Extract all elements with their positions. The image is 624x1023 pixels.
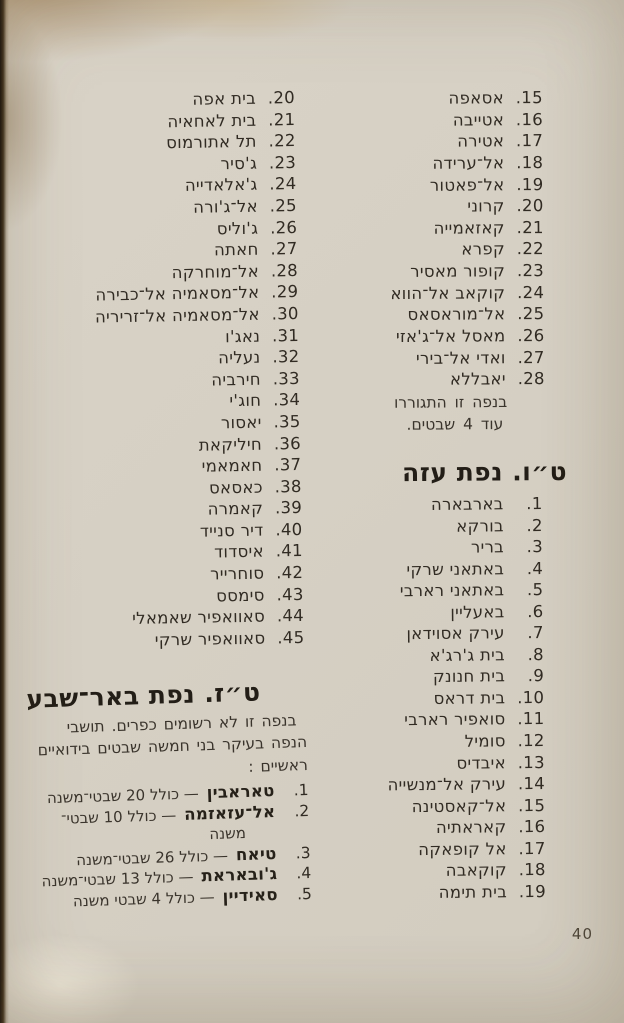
village-name: נאג'ו [225, 326, 261, 346]
item-number: 13. [518, 752, 546, 772]
village-name: קופור מאסיר [410, 261, 506, 282]
list-item [390, 152, 544, 175]
item-number: 5. [296, 884, 313, 904]
village-name: יאבללא [450, 369, 507, 389]
village-name: חאתה [214, 239, 259, 260]
intro-line: בנפה זו לא רשומים כפרים. תושבי [66, 711, 297, 737]
village-name: באתאני רארבי [400, 580, 505, 601]
village-name: בית דראס [433, 688, 506, 708]
list-item [390, 174, 544, 197]
village-name: אל־ערידה [432, 153, 505, 173]
item-number: 2. [526, 515, 544, 535]
item-number: 45. [277, 627, 305, 648]
item-number: 25. [517, 304, 545, 324]
village-name: בית חנונק [433, 666, 506, 687]
tribe-detail: — כולל 20 שבטי־משנה [46, 784, 200, 808]
list-item [390, 217, 544, 240]
item-number: 42. [276, 562, 304, 583]
item-number: 17. [518, 838, 547, 858]
beersheba-section [13, 676, 312, 913]
village-name: בית תימה [439, 882, 508, 902]
village-name: אל־מוחרקה [171, 261, 260, 282]
village-name: קרוני [467, 196, 505, 216]
item-number: 20. [267, 87, 296, 108]
item-number: 3. [527, 537, 544, 557]
item-number: 24. [269, 174, 297, 194]
village-name: ג'אלאדייה [184, 175, 258, 196]
village-name: חאמאמי [201, 455, 263, 476]
item-number: 20. [516, 196, 544, 216]
item-number: 18. [516, 152, 544, 173]
village-name: מאסל אל־ג'אזי [396, 326, 506, 347]
item-number: 32. [272, 347, 300, 367]
item-number: 6. [527, 601, 545, 621]
item-number: 24. [517, 282, 545, 302]
tribe-name: טאראבין [206, 781, 275, 803]
village-name: באתאני שרקי [406, 558, 505, 579]
item-number: 29. [271, 282, 299, 302]
page-number: 40 [571, 925, 593, 943]
tribe-name: אל־עזאזמה [183, 801, 276, 824]
list-item [390, 130, 544, 153]
village-name: קאמרה [207, 498, 264, 519]
item-number: 39. [275, 498, 303, 518]
item-number: 9. [528, 666, 545, 686]
village-name: אל קופאקה [418, 839, 508, 859]
tribe-detail-wrap: משנה [209, 824, 247, 844]
village-name: עירק אל־מנשייה [387, 774, 507, 795]
item-number: 1. [526, 493, 544, 514]
item-number: 5. [527, 580, 544, 600]
list-item [387, 665, 545, 688]
village-name: איבדיס [456, 752, 507, 773]
tribe-list-beersheba [16, 780, 312, 913]
item-number: 34. [273, 390, 301, 410]
item-number: 38. [274, 476, 303, 497]
list-item [389, 881, 547, 904]
list-item [388, 773, 546, 796]
village-name: בית ג'רג'א [429, 645, 506, 665]
item-number: 21. [268, 109, 296, 130]
item-number: 26. [270, 217, 298, 238]
village-name: סומיל [465, 731, 507, 751]
village-name: קפרא [461, 239, 506, 260]
village-name: אל־מסאמיה אל־כבירה [95, 282, 260, 305]
list-item [389, 87, 543, 110]
village-name: אל־מסאמיה אל־זריריה [95, 304, 261, 327]
item-number: 18. [519, 860, 547, 880]
tribe-name: סאידיין [222, 884, 279, 906]
village-name: נעליה [218, 347, 261, 368]
item-number: 4. [527, 558, 544, 578]
list-item [386, 601, 544, 624]
list-item [388, 730, 546, 753]
item-number: 22. [268, 131, 297, 151]
item-number: 12. [517, 731, 546, 751]
item-number: 35. [273, 411, 302, 432]
item-number: 41. [275, 541, 304, 561]
tribe-detail: — כולל 10 שבטי־ [60, 805, 177, 828]
list-item [389, 859, 547, 882]
item-number: 4. [296, 864, 312, 883]
list-item [388, 752, 546, 775]
item-number: 25. [269, 195, 298, 216]
intro-line: הנפה בעיקר בני חמשה שבטים בידואיים [37, 733, 308, 760]
item-number: 44. [276, 606, 305, 626]
item-number: 30. [271, 303, 300, 324]
item-number: 15. [518, 795, 546, 815]
tribe-detail: — כולל 26 שבטי־משנה [75, 846, 229, 869]
village-name: סימסס [216, 585, 266, 606]
section-heading-gaza: ט״ו. נפת עזה [402, 457, 568, 488]
list-item [386, 579, 544, 602]
village-name: בית לאחאיה [167, 110, 257, 131]
village-name: דיר סנייד [199, 520, 264, 541]
item-number: 15. [515, 87, 544, 108]
item-number: 23. [268, 152, 297, 173]
tribe-detail: — כולל 13 שבטי־משנה [41, 867, 194, 891]
item-number: 27. [270, 239, 298, 259]
item-number: 19. [516, 174, 544, 194]
village-name: קוקאבה [446, 860, 508, 881]
tribe-name: טיאח [235, 843, 277, 864]
village-name: ג'סיר [220, 153, 258, 174]
village-name: אטירה [457, 131, 505, 151]
intro-line: ראשיים : [248, 755, 309, 776]
village-name: בארבארה [431, 494, 505, 514]
item-number: 10. [517, 687, 545, 708]
list-item [389, 109, 543, 132]
village-name: חוג'י [229, 390, 262, 411]
item-number: 31. [272, 325, 300, 345]
item-number: 14. [518, 774, 546, 794]
item-number: 22. [516, 239, 545, 259]
village-name: באעליין [450, 602, 506, 622]
tribe-detail: — כולל 4 שבטי משנה [72, 887, 215, 911]
list-item [387, 644, 545, 667]
village-list-gaza [385, 493, 546, 904]
item-number: 33. [272, 368, 301, 389]
item-number: 21. [516, 217, 545, 238]
village-name: סאוואפיר שרקי [154, 628, 266, 650]
list-item [387, 622, 545, 645]
list-item [390, 195, 544, 218]
village-name: קאראתיה [436, 817, 507, 838]
item-number: 16. [518, 817, 546, 837]
item-number: 26. [517, 326, 545, 346]
list-item [388, 795, 546, 818]
village-name: אל־ג'ורה [193, 196, 259, 217]
item-number: 8. [527, 644, 545, 664]
item-number: 36. [273, 433, 302, 453]
list-item [391, 282, 545, 305]
tribes-note-line: בנפה זו התגוררו [393, 392, 508, 412]
village-name: כאסאס [209, 477, 264, 498]
item-number: 27. [517, 347, 545, 367]
village-name: אל־פאטור [430, 174, 505, 195]
village-name: תל אתורמוס [166, 131, 258, 153]
village-name: בריר [471, 537, 505, 557]
list-item [386, 536, 544, 559]
village-name: קאזאמייה [433, 218, 506, 238]
list-item [391, 347, 545, 370]
village-name: יאסור [220, 412, 263, 433]
section-heading-beersheba: ט״ז. נפת באר־שבע [25, 677, 261, 714]
list-item [391, 325, 545, 348]
list-item [390, 260, 544, 283]
list-item [390, 238, 544, 261]
item-number: 28. [270, 260, 299, 281]
village-name: ואדי אל־בירי [416, 347, 506, 368]
item-number: 17. [516, 131, 544, 151]
tribe-name: ג'ובאראת [201, 864, 278, 886]
village-name: חירביה [211, 369, 262, 390]
list-item [391, 368, 545, 391]
village-name: אטייבה [452, 109, 505, 130]
item-number: 7. [527, 623, 545, 643]
list-item [386, 515, 544, 538]
village-name: ג'וליס [216, 218, 259, 238]
item-number: 23. [517, 261, 545, 281]
list-item [386, 558, 544, 581]
list-item [391, 303, 545, 326]
village-name: אל־מוראסאס [407, 304, 506, 325]
list-item [388, 838, 546, 861]
item-number: 2. [294, 801, 310, 821]
item-number: 28. [517, 369, 546, 389]
list-item [101, 627, 305, 652]
village-name: אסאפה [448, 88, 505, 108]
tribes-note-line: עוד 4 שבטים. [406, 414, 504, 434]
village-list-continued-left [91, 87, 305, 652]
tribes-note [394, 392, 507, 436]
item-number: 19. [519, 881, 547, 902]
village-name: סוחרייר [210, 563, 265, 584]
village-name: עירק אסוידאן [406, 623, 506, 644]
village-name: סאוואפיר שאמאלי [132, 606, 266, 629]
item-number: 16. [516, 109, 544, 129]
list-item [388, 816, 546, 839]
village-name: בית אפה [192, 88, 257, 109]
village-name: איסדוד [214, 542, 265, 562]
item-number: 40. [275, 519, 303, 540]
village-name: חיליקאת [198, 434, 263, 455]
village-name: אל־קאסטינה [412, 795, 507, 816]
village-name: סואפיר רארבי [404, 709, 507, 730]
village-name: קוקאב אל־הווא [390, 283, 506, 303]
item-number: 11. [517, 709, 546, 729]
list-item [385, 493, 543, 516]
list-item [387, 708, 545, 731]
item-number: 43. [276, 584, 305, 605]
list-item [387, 687, 545, 710]
item-number: 3. [295, 843, 311, 863]
page-left-edge-shadow [0, 0, 9, 1023]
village-list-continued-right [389, 87, 545, 391]
beersheba-intro [14, 709, 308, 785]
item-number: 37. [274, 455, 302, 475]
village-name: בורקא [456, 515, 505, 536]
item-number: 1. [293, 781, 309, 800]
